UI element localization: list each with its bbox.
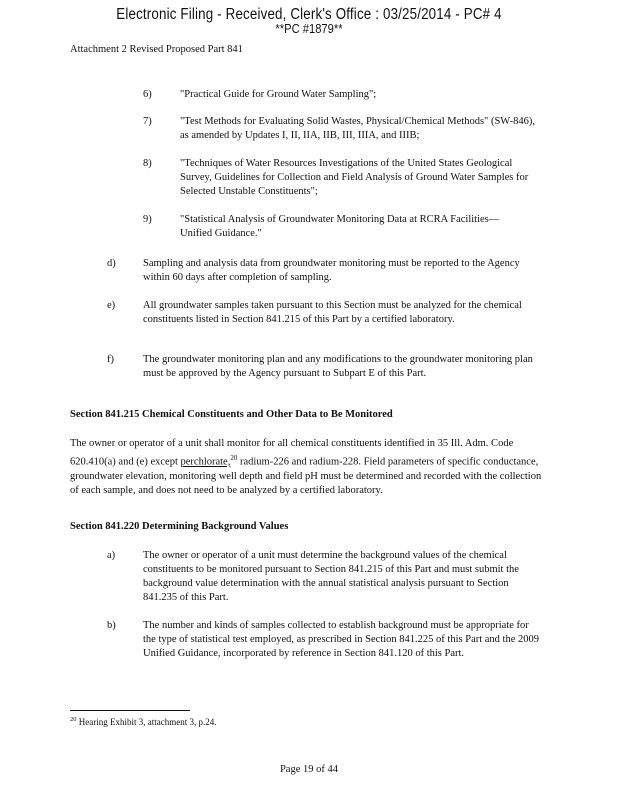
footnote-text: Hearing Exhibit 3, attachment 3, p.24. [76, 717, 217, 727]
sub-item-letter: d) [107, 258, 116, 269]
attachment-header: Attachment 2 Revised Proposed Part 841 [70, 44, 243, 55]
section-paragraph [70, 437, 550, 498]
page-number: Page 19 of 44 [279, 764, 339, 775]
list-item: "Practical Guide for Ground Water Sampling"; [180, 89, 377, 100]
list-number: 8) [143, 158, 152, 169]
sub-item: All groundwater samples taken pursuant to this Section must be analyzed for the chemical constituents listed in Section 841.215 of this Part by a certified laboratory. [143, 300, 522, 325]
pc-number: **PC #1879** [275, 21, 343, 36]
footnote-number: 20 [70, 716, 77, 723]
paragraph-text: radium-226 and radium-228. Field parameters of specific conductance, groundwater elevation, monitoring well depth and field pH must be determined and recorded with the collection of each sample, and does not need to be analyzed by a certified laboratory. [70, 456, 542, 496]
sub-item: The number and kinds of samples collected to establish background must be appropriate for the type of statistical test employed, as prescribed in Section 841.225 of this Part and the 2009 Unified Guidance, incorporated by reference in Section 841.120 of this Part. [143, 620, 540, 659]
footnote-marker: 20 [230, 454, 238, 462]
section-heading: Section 841.220 Determining Background Values [70, 521, 289, 532]
sub-item: Sampling and analysis data from groundwater monitoring must be reported to the Agency within 60 days after completion of sampling. [143, 258, 520, 283]
sub-item: The groundwater monitoring plan and any modifications to the groundwater monitoring plan must be approved by the Agency pursuant to Subpart E of this Part. [143, 354, 533, 379]
sub-item-letter: f) [107, 354, 114, 365]
sub-item-letter: b) [107, 620, 116, 631]
sub-item-letter: e) [107, 300, 116, 311]
section-heading: Section 841.215 Chemical Constituents and Other Data to Be Monitored [70, 409, 393, 420]
list-number: 7) [143, 116, 152, 127]
filing-stamp: Electronic Filing - Received, Clerk's Office : 03/25/2014 - PC# 4 [116, 6, 502, 23]
sub-item: The owner or operator of a unit must determine the background values of the chemical constituents to be monitored pursuant to Section 841.215 of this Part and must submit the background value determination with the annual statistical analysis pursuant to Section 841.235 of this Part. [143, 550, 519, 603]
paragraph-text: The owner or operator of a unit shall monitor for all chemical constituents identified in 35 Ill. Adm. Code 620.410(a) and (e) except [70, 438, 514, 468]
list-number: 9) [143, 214, 152, 225]
sub-item-letter: a) [107, 550, 116, 561]
list-item: "Techniques of Water Resources Investigations of the United States Geological Survey, Guidelines for Collection and Field Analysis of Ground Water Samples for Selected Unstable Constituents"; [180, 158, 529, 197]
list-number: 6) [143, 89, 152, 100]
footnote-divider [70, 710, 190, 711]
list-item: "Statistical Analysis of Groundwater Monitoring Data at RCRA Facilities—Unified Guidance." [180, 214, 500, 239]
list-item: "Test Methods for Evaluating Solid Wastes, Physical/Chemical Methods" (SW-846), as amended by Updates I, II, IIA, IIB, III, IIIA, and IIIB; [180, 116, 536, 141]
underlined-term: perchlorate, [180, 456, 231, 468]
footnote [70, 716, 216, 727]
